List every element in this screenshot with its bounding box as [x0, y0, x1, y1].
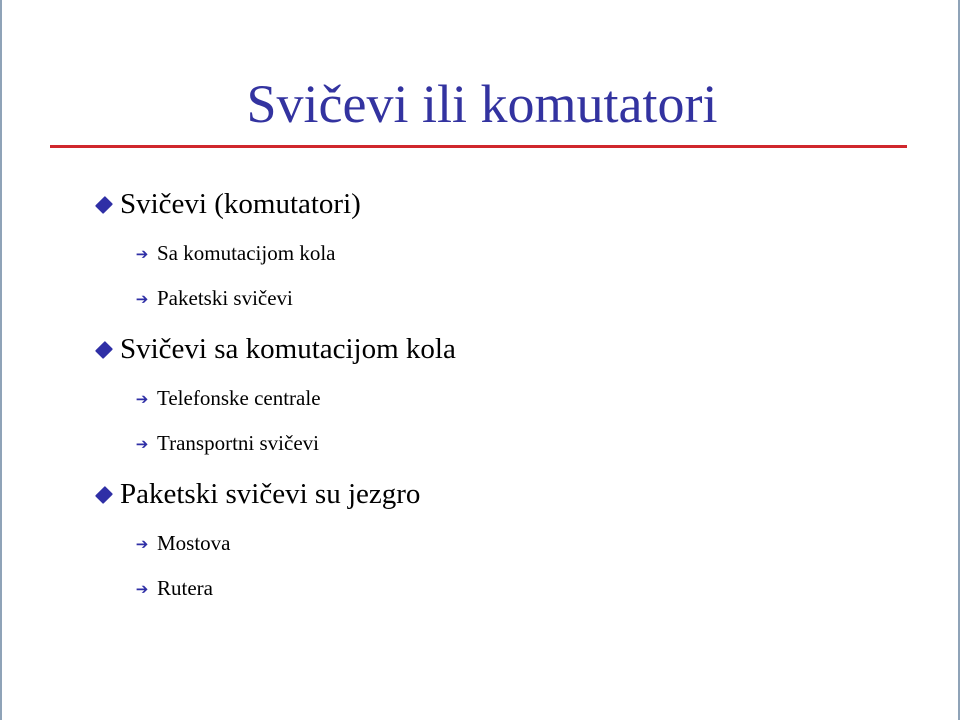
bullet-text: Svičevi (komutatori): [120, 188, 361, 220]
sub-bullet-item: [135, 576, 213, 601]
arrow-right-bullet-icon: ➔: [135, 434, 149, 453]
sub-bullet-item: [135, 241, 335, 266]
arrow-right-bullet-icon: ➔: [135, 289, 149, 308]
sub-bullet-item: [135, 286, 293, 311]
bullet-item: [97, 188, 361, 221]
sub-bullet-item: [135, 386, 321, 411]
bullet-text: Paketski svičevi su jezgro: [120, 478, 421, 510]
slide-title: Svičevi ili komutatori: [246, 74, 718, 134]
sub-bullet-text: Mostova: [157, 531, 231, 555]
bullet-item: [97, 478, 420, 511]
sub-bullet-text: Sa komutacijom kola: [157, 241, 336, 265]
sub-bullet-text: Telefonske centrale: [157, 386, 321, 410]
sub-bullet-text: Rutera: [157, 576, 213, 600]
sub-bullet-item: [135, 531, 231, 556]
sub-bullet-text: Paketski svičevi: [157, 286, 293, 310]
arrow-right-bullet-icon: ➔: [135, 534, 149, 553]
diamond-bullet-icon: [95, 340, 113, 358]
sub-bullet-text: Transportni svičevi: [157, 431, 319, 455]
sub-bullet-item: [135, 431, 319, 456]
diamond-bullet-icon: [95, 195, 113, 213]
arrow-right-bullet-icon: ➔: [135, 579, 149, 598]
title-underline: [50, 145, 907, 148]
bullet-item: [97, 333, 456, 366]
bullet-text: Svičevi sa komutacijom kola: [120, 333, 456, 365]
diamond-bullet-icon: [95, 485, 113, 503]
arrow-right-bullet-icon: ➔: [135, 244, 149, 263]
arrow-right-bullet-icon: ➔: [135, 389, 149, 408]
